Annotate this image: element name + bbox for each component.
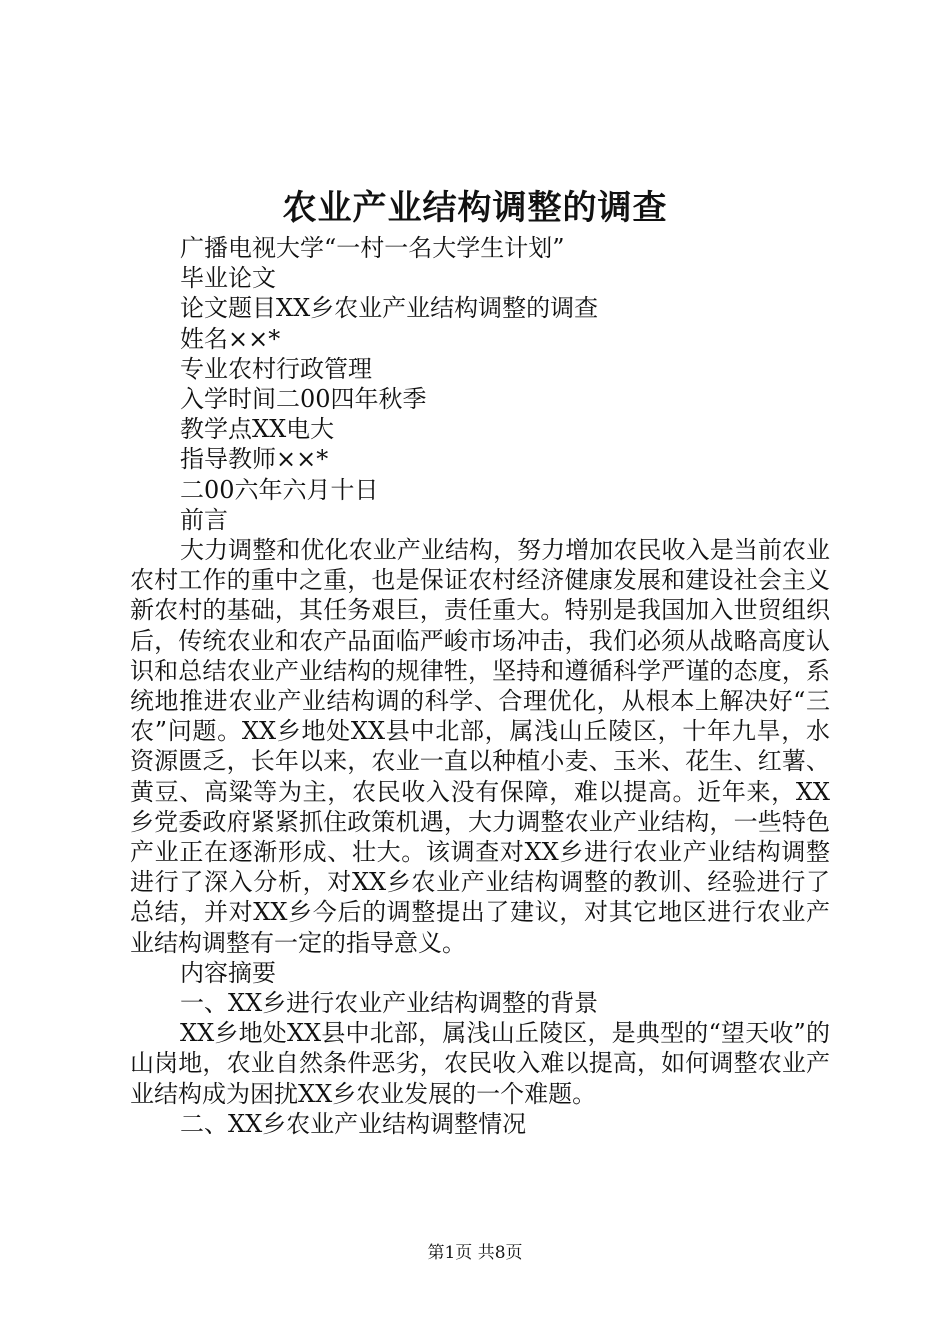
header-line-program: 广播电视大学“一村一名大学生计划” bbox=[180, 234, 565, 262]
section-2-heading: 二、XX乡农业产业结构调整情况 bbox=[180, 1109, 527, 1138]
header-line-name: 姓名××* bbox=[180, 324, 281, 353]
header-line-major: 专业农村行政管理 bbox=[180, 354, 372, 383]
abstract-heading: 内容摘要 bbox=[180, 958, 276, 987]
header-line-date: 二00六年六月十日 bbox=[180, 475, 379, 504]
header-line-enrollment: 入学时间二00四年秋季 bbox=[180, 385, 427, 414]
document-body bbox=[130, 233, 830, 1139]
header-line-teaching-site: 教学点XX电大 bbox=[180, 415, 335, 444]
header-line-advisor: 指导教师××* bbox=[180, 445, 329, 474]
section-1-heading: 一、XX乡进行农业产业结构调整的背景 bbox=[180, 989, 599, 1018]
page-footer: 第1页 共8页 bbox=[427, 1243, 523, 1263]
document-title: 农业产业结构调整的调查 bbox=[282, 188, 668, 228]
header-line-thesis: 毕业论文 bbox=[180, 264, 276, 293]
section-1-paragraph: XX乡地处XX县中北部，属浅山丘陵区，是典型的“望天收”的山岗地，农业自然条件恶劣，农民收入难以提高，如何调整农业产业结构成为困扰XX乡农业发展的一个难题。 bbox=[130, 1019, 830, 1108]
header-line-topic: 论文题目XX乡农业产业结构调整的调查 bbox=[180, 294, 599, 323]
preface-paragraph: 大力调整和优化农业产业结构，努力增加农民收入是当前农业农村工作的重中之重，也是保证农村经济健康发展和建设社会主义新农村的基础，其任务艰巨，责任重大。特别是我国加入世贸组织后，传统农业和农产品面临严峻市场冲击，我们必须从战略高度认识和总结农业产业结构的规律牲，坚持和遵循科学严谨的态度，系统地推进农业产业结构调的科学、合理优化，从根本上解决好“三农”问题。XX乡地处XX县中北部，属浅山丘陵区，十年九旱，水资源匮乏，长年以来，农业一直以种植小麦、玉米、花生、红薯、黄豆、高粱等为主，农民收入没有保障，难以提高。近年来，XX乡党委政府紧紧抓住政策机遇，大力调整农业产业结构，一些特色产业正在逐渐形成、壮大。该调查对XX乡进行农业产业结构调整进行了深入分析，对XX乡农业产业结构调整的教训、经验进行了总结，并对XX乡今后的调整提出了建议，对其它地区进行农业产业结构调整有一定的指导意义。 bbox=[130, 536, 830, 957]
preface-heading: 前言 bbox=[180, 505, 228, 534]
